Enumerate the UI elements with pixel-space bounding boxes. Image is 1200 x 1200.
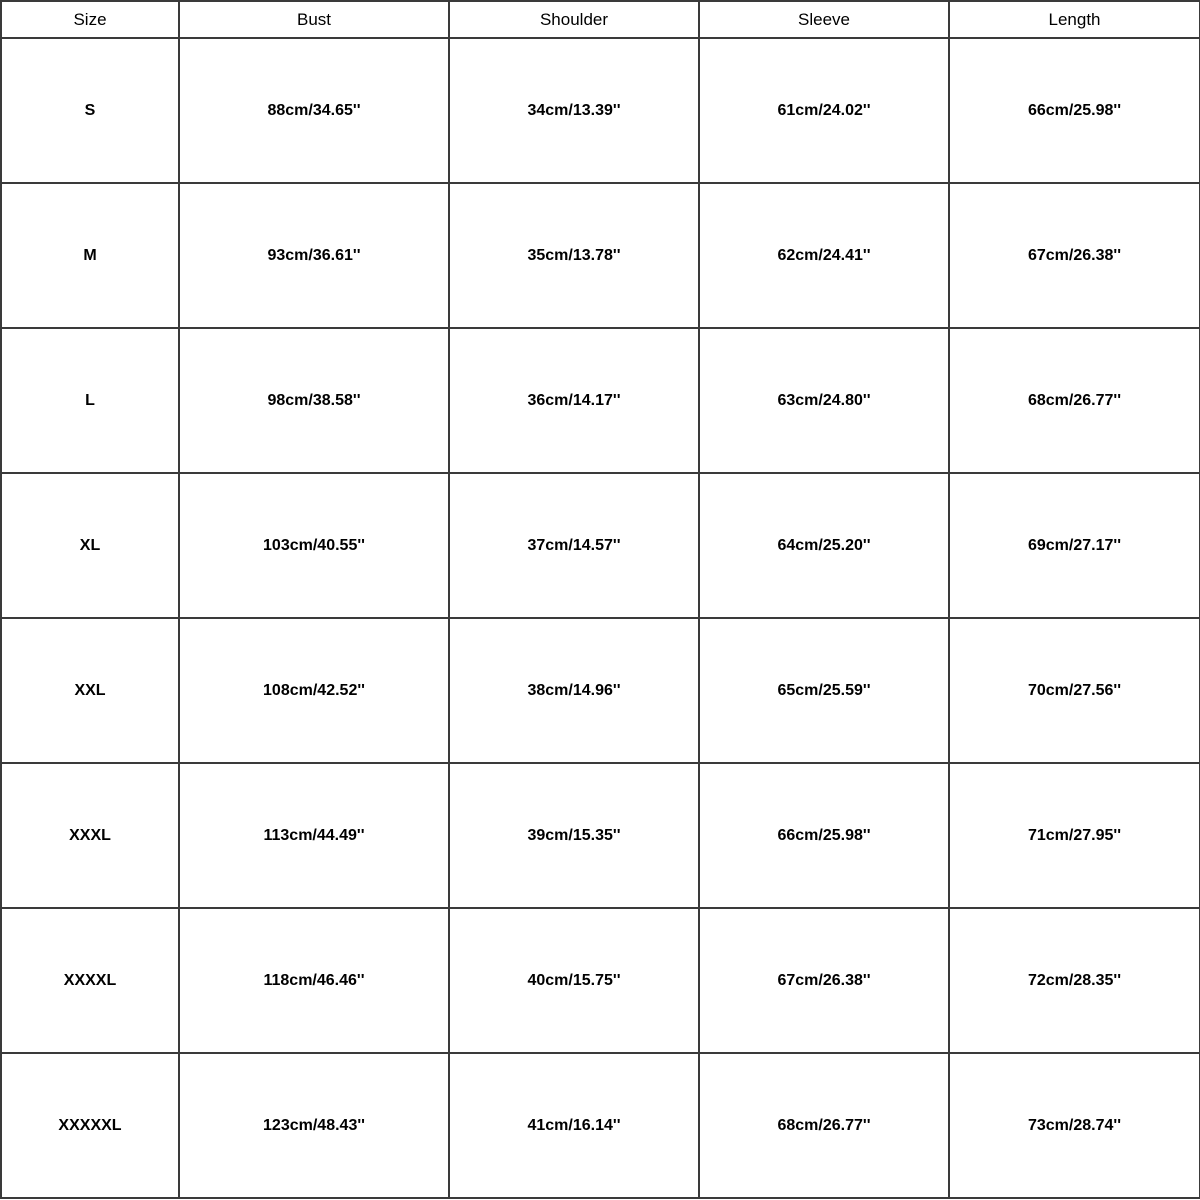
cell-shoulder: 35cm/13.78'' <box>449 183 699 328</box>
cell-size: XL <box>1 473 179 618</box>
cell-bust: 108cm/42.52'' <box>179 618 449 763</box>
header-row <box>1 1 1200 38</box>
cell-size: L <box>1 328 179 473</box>
table-row <box>1 618 1200 763</box>
table-row <box>1 38 1200 183</box>
cell-bust: 88cm/34.65'' <box>179 38 449 183</box>
cell-sleeve: 64cm/25.20'' <box>699 473 949 618</box>
cell-size: XXXXXL <box>1 1053 179 1198</box>
cell-sleeve: 63cm/24.80'' <box>699 328 949 473</box>
cell-shoulder: 36cm/14.17'' <box>449 328 699 473</box>
cell-sleeve: 62cm/24.41'' <box>699 183 949 328</box>
cell-length: 70cm/27.56'' <box>949 618 1200 763</box>
header-bust: Bust <box>179 1 449 38</box>
cell-size: XXL <box>1 618 179 763</box>
table-body <box>1 38 1200 1198</box>
cell-shoulder: 39cm/15.35'' <box>449 763 699 908</box>
cell-sleeve: 66cm/25.98'' <box>699 763 949 908</box>
cell-bust: 113cm/44.49'' <box>179 763 449 908</box>
cell-size: XXXL <box>1 763 179 908</box>
cell-length: 68cm/26.77'' <box>949 328 1200 473</box>
cell-shoulder: 40cm/15.75'' <box>449 908 699 1053</box>
cell-length: 72cm/28.35'' <box>949 908 1200 1053</box>
cell-sleeve: 68cm/26.77'' <box>699 1053 949 1198</box>
cell-sleeve: 61cm/24.02'' <box>699 38 949 183</box>
cell-size: M <box>1 183 179 328</box>
cell-sleeve: 65cm/25.59'' <box>699 618 949 763</box>
table-row <box>1 328 1200 473</box>
cell-bust: 123cm/48.43'' <box>179 1053 449 1198</box>
cell-shoulder: 34cm/13.39'' <box>449 38 699 183</box>
cell-size: XXXXL <box>1 908 179 1053</box>
cell-length: 67cm/26.38'' <box>949 183 1200 328</box>
cell-shoulder: 38cm/14.96'' <box>449 618 699 763</box>
table-row <box>1 1053 1200 1198</box>
cell-bust: 103cm/40.55'' <box>179 473 449 618</box>
table-row <box>1 763 1200 908</box>
header-length: Length <box>949 1 1200 38</box>
cell-length: 73cm/28.74'' <box>949 1053 1200 1198</box>
cell-length: 66cm/25.98'' <box>949 38 1200 183</box>
table-row <box>1 908 1200 1053</box>
header-shoulder: Shoulder <box>449 1 699 38</box>
cell-bust: 98cm/38.58'' <box>179 328 449 473</box>
cell-sleeve: 67cm/26.38'' <box>699 908 949 1053</box>
cell-length: 71cm/27.95'' <box>949 763 1200 908</box>
cell-bust: 93cm/36.61'' <box>179 183 449 328</box>
cell-size: S <box>1 38 179 183</box>
header-size: Size <box>1 1 179 38</box>
header-sleeve: Sleeve <box>699 1 949 38</box>
table-header <box>1 1 1200 38</box>
cell-shoulder: 41cm/16.14'' <box>449 1053 699 1198</box>
table-row <box>1 183 1200 328</box>
cell-bust: 118cm/46.46'' <box>179 908 449 1053</box>
table-row <box>1 473 1200 618</box>
cell-length: 69cm/27.17'' <box>949 473 1200 618</box>
cell-shoulder: 37cm/14.57'' <box>449 473 699 618</box>
